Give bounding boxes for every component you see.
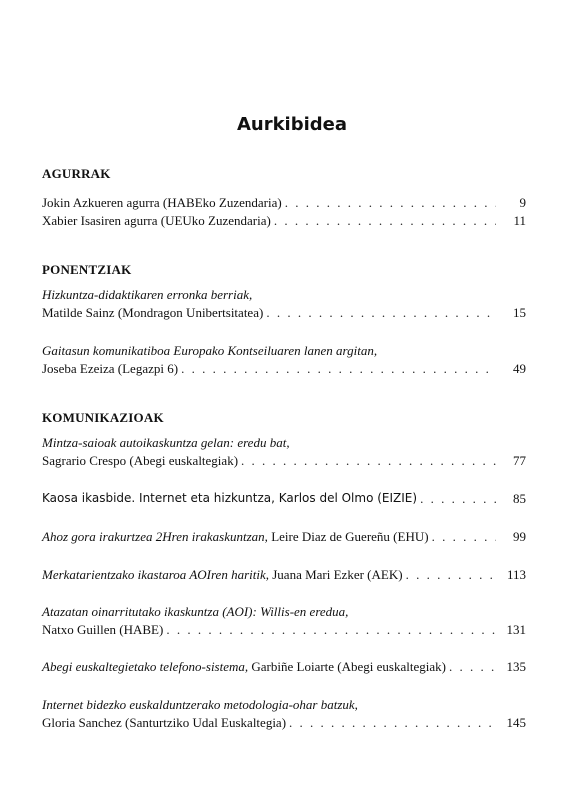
page-number: 131 [506,622,526,637]
toc-entry[interactable] [42,360,526,377]
dot-leader [429,528,496,545]
page-number: 77 [513,453,526,468]
toc-entry-text: Matilde Sainz (Mondragon Unibertsitatea) [42,305,264,320]
toc-entry[interactable] [42,452,526,469]
section-heading-agurrak: AGURRAK [42,166,111,181]
toc-entry-title: Gaitasun komunikatiboa Europako Kontseiluaren lanen argitan, [42,343,378,358]
toc-entry-text: Sagrario Crespo (Abegi euskaltegiak) [42,453,239,468]
dot-leader [286,714,496,731]
toc-entry-text: Jokin Azkueren agurra (HABEko Zuzendaria) [42,195,282,210]
page-number: 113 [506,567,526,582]
section-heading-komunikazioak: KOMUNIKAZIOAK [42,410,164,425]
toc-entry[interactable] [42,212,526,229]
dot-leader [178,360,496,377]
toc-entry-title: Mintza-saioak autoikaskuntza gelan: eredu bat, [42,435,290,450]
toc-entry[interactable] [42,304,526,321]
toc-entry[interactable] [42,714,526,731]
toc-entry-text: Gloria Sanchez (Santurtziko Udal Euskaltegia) [42,715,287,730]
toc-entry-title: Internet bidezko euskalduntzerako metodologia-ohar batzuk, [42,697,358,712]
page-number: 9 [519,195,526,210]
toc-entry[interactable] [42,566,526,583]
page-number: 85 [513,491,526,506]
dot-leader [271,212,496,229]
toc-entry-title: Ahoz gora irakurtzea 2Hren irakaskuntzan, [42,529,268,544]
dot-leader [417,490,496,507]
toc-entry-text: Xabier Isasiren agurra (UEUko Zuzendaria) [42,213,271,228]
toc-entry-title: Atazatan oinarritutako ikaskuntza (AOI): Willis-en eredua, [42,604,349,619]
toc-entry-title: Hizkuntza-didaktikaren erronka berriak, [42,287,253,302]
toc-entry[interactable] [42,528,526,545]
toc-entry-title: Abegi euskaltegietako telefono-sistema, [42,659,249,674]
section-heading-ponentziak: PONENTZIAK [42,262,132,277]
toc-entry-text: Kaosa ikasbide. Internet eta hizkuntza, Karlos del Olmo (EIZIE) [42,491,418,505]
toc-entry-text: Juana Mari Ezker (AEK) [269,567,403,582]
dot-leader [263,304,496,321]
page-number: 135 [506,659,526,674]
toc-entry-text: Leire Diaz de Guereñu (EHU) [267,529,429,544]
page-number: 15 [513,305,526,320]
toc-entry-text: Joseba Ezeiza (Legazpi 6) [42,361,179,376]
toc-entry-text: Garbiñe Loiarte (Abegi euskaltegiak) [248,659,446,674]
page-number: 99 [513,529,526,544]
page-number: 145 [506,715,526,730]
toc-entry[interactable] [42,621,526,638]
toc-entry[interactable] [42,194,526,211]
toc-entry[interactable] [42,490,526,507]
dot-leader [282,194,496,211]
toc-entry-text: Natxo Guillen (HABE) [42,622,164,637]
toc-entry[interactable] [42,658,526,675]
toc-entry-title: Merkatarientzako ikastaroa AOIren haritik, [42,567,269,582]
dot-leader [163,621,496,638]
dot-leader [403,566,496,583]
page-number: 11 [513,213,526,228]
page-number: 49 [513,361,526,376]
dot-leader [446,658,496,675]
page-title: Aurkibidea [236,114,348,135]
dot-leader [238,452,496,469]
